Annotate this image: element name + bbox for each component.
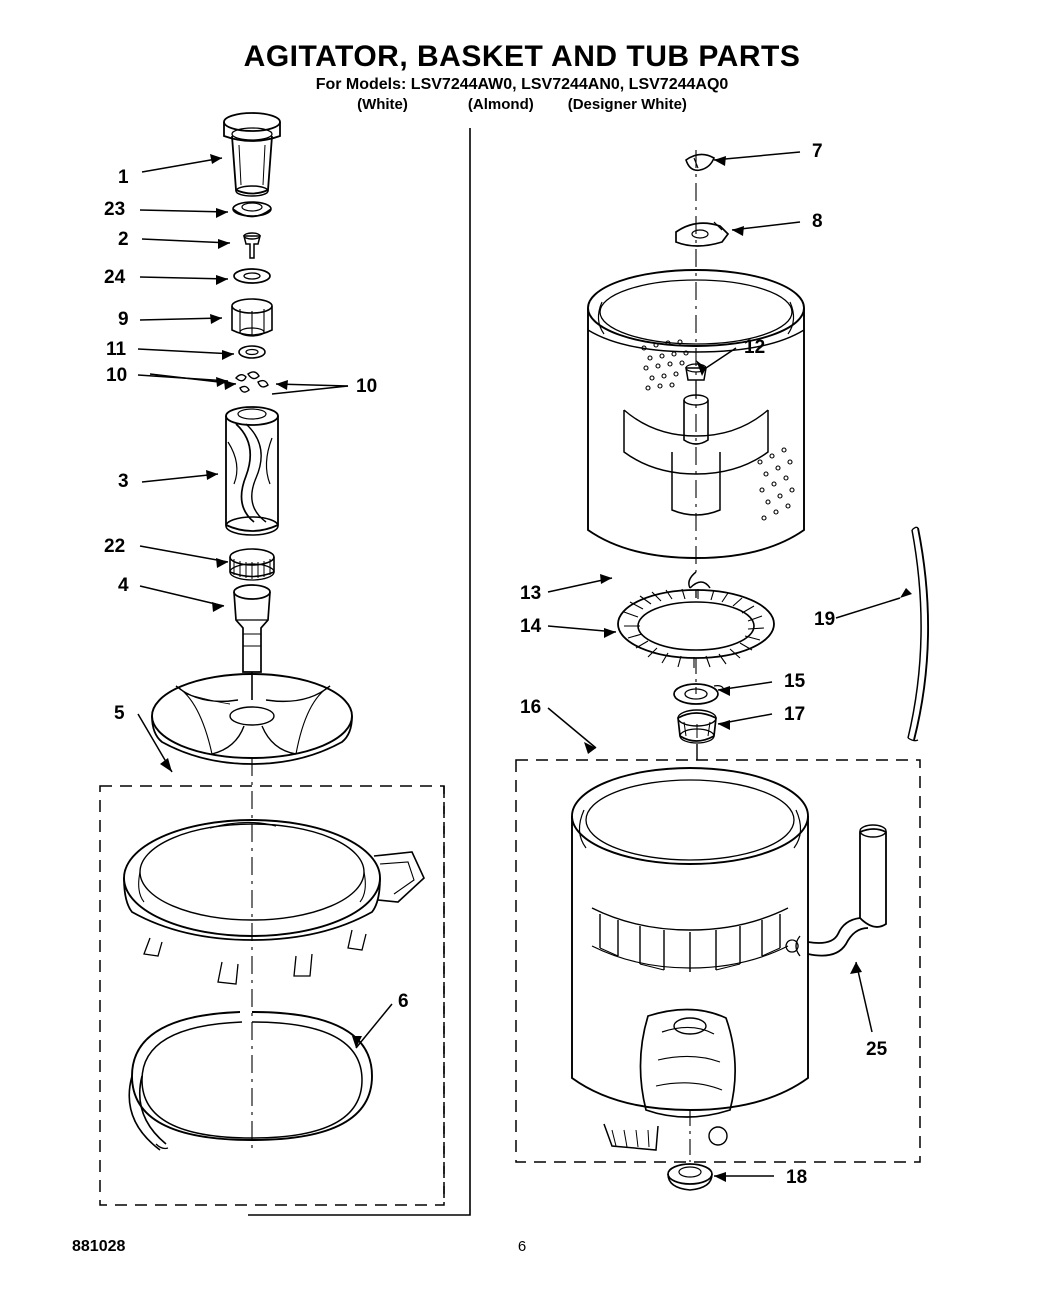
callout-7: 7 xyxy=(812,141,823,162)
callout-11: 11 xyxy=(106,339,127,360)
callout-15: 15 xyxy=(784,671,806,692)
part-5-basket-ring xyxy=(124,758,424,1150)
page-title: AGITATOR, BASKET AND TUB PARTS xyxy=(243,40,801,73)
part-10-clips xyxy=(236,372,268,392)
part-7-clip xyxy=(686,154,714,170)
callout-17: 17 xyxy=(784,704,806,725)
part-8-bracket xyxy=(676,222,728,246)
callout-2: 2 xyxy=(118,229,129,250)
part-17-seal xyxy=(678,710,716,760)
callout-25: 25 xyxy=(866,1039,888,1060)
part-13-14-balance-ring xyxy=(618,572,774,668)
callout-16: 16 xyxy=(520,697,542,718)
callout-3: 3 xyxy=(118,471,129,492)
callout-8: 8 xyxy=(812,211,823,232)
part-18-bearing xyxy=(668,1110,712,1190)
callout-24: 24 xyxy=(104,267,126,288)
callout-6: 6 xyxy=(398,991,409,1012)
part-16-outer-tub xyxy=(572,768,886,1150)
callout-22: 22 xyxy=(104,536,126,557)
part-2-bolt xyxy=(244,233,260,258)
callout-5: 5 xyxy=(114,703,125,724)
part-23-seal xyxy=(233,202,271,217)
model-color-designer-white: (Designer White) xyxy=(567,96,687,113)
page-number: 6 xyxy=(517,1238,527,1255)
part-3-agitator-body xyxy=(226,407,278,535)
part-9-coupling xyxy=(232,299,272,336)
callout-18: 18 xyxy=(786,1167,808,1188)
callout-4: 4 xyxy=(118,575,129,596)
callout-12: 12 xyxy=(744,337,766,358)
part-19-strip xyxy=(908,527,928,740)
part-1-agitator-cap xyxy=(224,113,280,196)
part-4-drive-shaft xyxy=(234,585,270,672)
part-6-snap-ring xyxy=(129,1012,372,1150)
part-11-ring xyxy=(239,346,265,358)
callout-9: 9 xyxy=(118,309,129,330)
part-22-hub xyxy=(230,549,274,580)
model-color-almond: (Almond) xyxy=(467,96,534,113)
callout-23: 23 xyxy=(104,199,126,220)
callout-10-right: 10 xyxy=(356,376,378,397)
part-5-basket-drive xyxy=(152,672,352,764)
callout-13: 13 xyxy=(520,583,542,604)
callout-14: 14 xyxy=(520,616,542,637)
models-line: For Models: LSV7244AW0, LSV7244AN0, LSV7244AQ0 xyxy=(315,76,729,93)
callout-19: 19 xyxy=(814,609,836,630)
part-24-washer xyxy=(234,269,270,283)
model-color-white: (White) xyxy=(357,96,408,113)
callout-1: 1 xyxy=(118,167,129,188)
callout-10-left: 10 xyxy=(106,365,128,386)
document-code: 881028 xyxy=(72,1238,126,1255)
part-15-clip xyxy=(674,684,724,704)
